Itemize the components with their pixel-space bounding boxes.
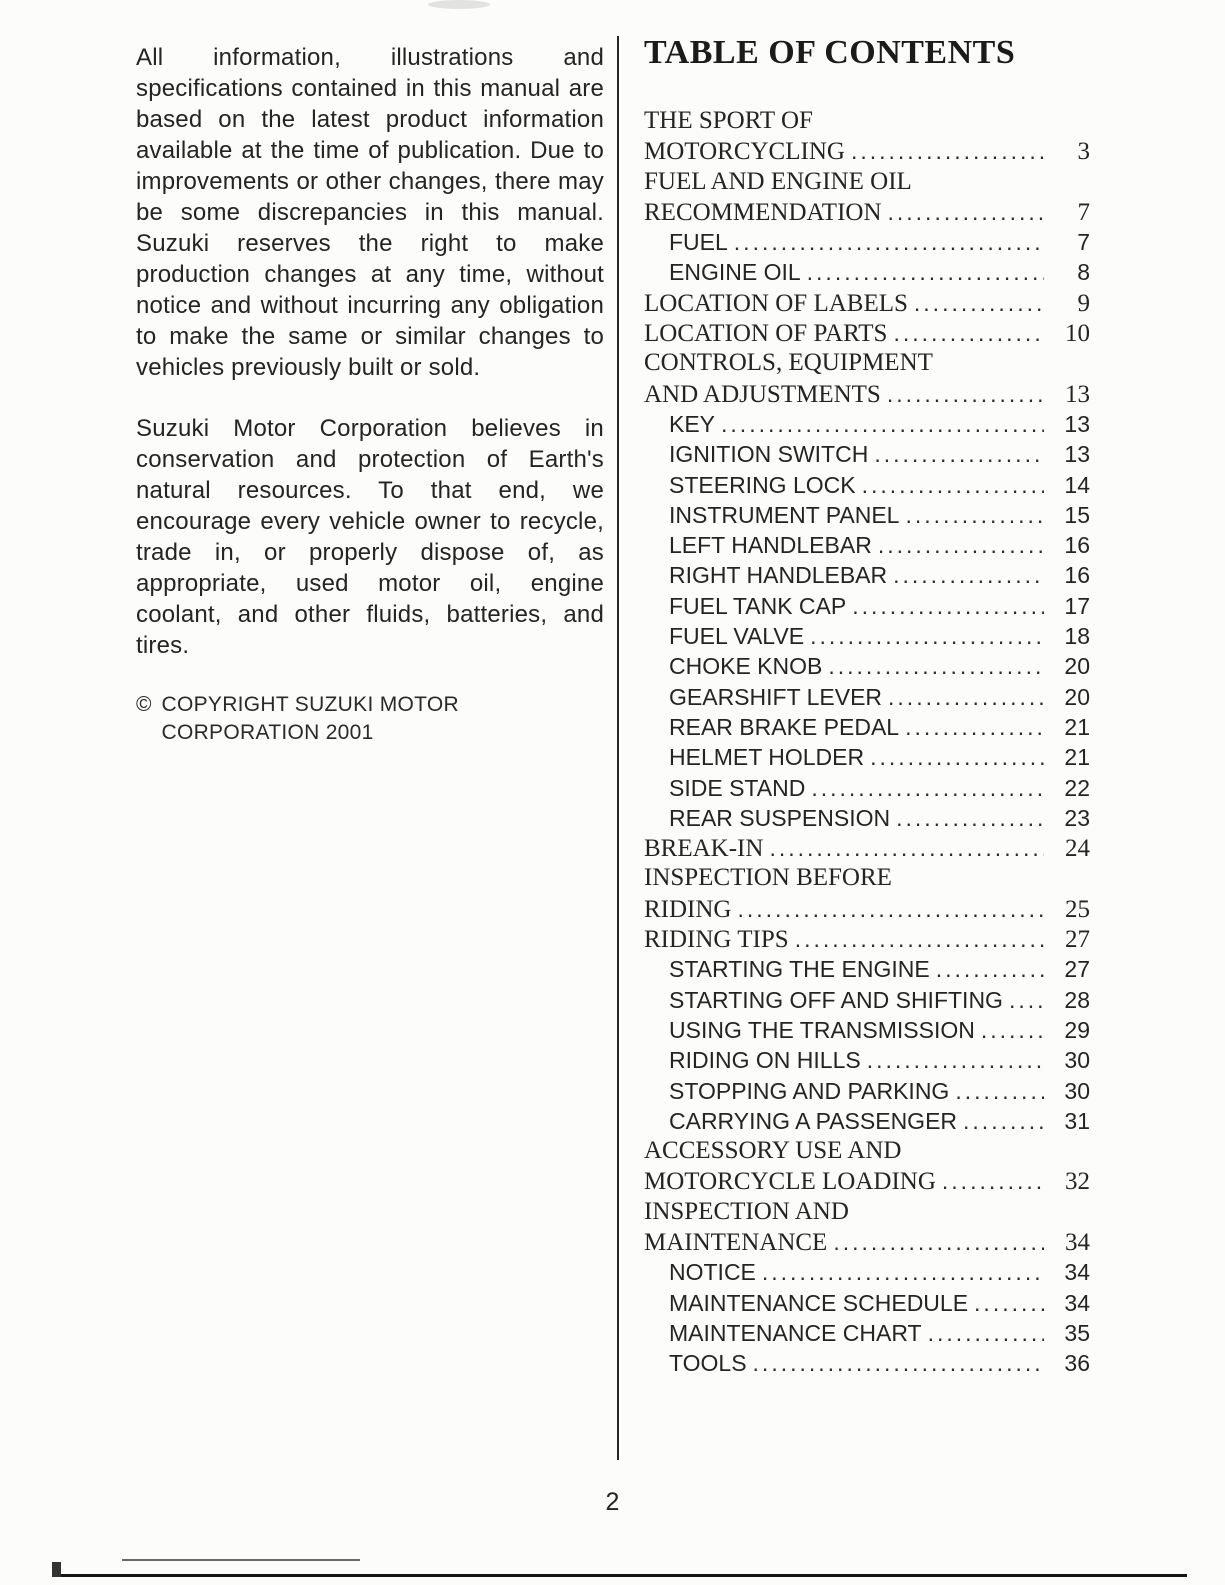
toc-dot-leader	[981, 1015, 1044, 1045]
toc-entry	[644, 470, 1090, 500]
toc-entry	[644, 682, 1090, 712]
toc-page-number: 14	[1064, 471, 1090, 498]
toc-entry-label: LOCATION OF LABELS	[644, 289, 908, 317]
toc-page-number: 34	[1064, 1259, 1090, 1286]
scan-artifact-line-short	[122, 1559, 360, 1561]
toc-entry	[644, 1045, 1090, 1075]
toc-dot-leader	[870, 742, 1044, 772]
left-column	[136, 42, 604, 747]
toc-entry-label: RIDING	[644, 895, 732, 923]
toc-page-number: 16	[1064, 562, 1090, 589]
toc-entry-label: RIDING TIPS	[644, 926, 789, 954]
toc-entry-label: RIGHT HANDLEBAR	[669, 562, 888, 589]
toc-entry	[644, 1136, 1090, 1166]
toc-entry	[644, 288, 1090, 318]
toc-entry	[644, 560, 1090, 590]
toc-dot-leader	[807, 257, 1044, 287]
toc-dot-leader	[974, 1288, 1044, 1318]
toc-entry	[644, 1318, 1090, 1348]
toc-entry-label: FUEL TANK CAP	[669, 592, 847, 619]
toc-entry-label: CHOKE KNOB	[669, 653, 823, 680]
toc-dot-leader	[734, 227, 1044, 257]
toc-entry	[644, 348, 1090, 378]
toc-dot-leader	[833, 1227, 1044, 1258]
toc-dot-leader	[851, 136, 1044, 167]
toc-list	[644, 106, 1090, 1378]
toc-entry	[644, 863, 1090, 893]
toc-page-number: 25	[1065, 895, 1090, 923]
toc-entry	[644, 1288, 1090, 1318]
toc-entry-label: INSPECTION BEFORE	[644, 864, 892, 892]
toc-entry-label: FUEL AND ENGINE OIL	[644, 167, 912, 195]
toc-dot-leader	[811, 773, 1044, 803]
toc-entry-label: ACCESSORY USE AND	[644, 1137, 902, 1165]
toc-entry	[644, 530, 1090, 560]
toc-dot-leader	[874, 439, 1044, 469]
toc-dot-leader	[1009, 985, 1044, 1015]
toc-entry-label: STARTING OFF AND SHIFTING	[669, 986, 1003, 1013]
toc-page-number: 34	[1064, 1289, 1090, 1316]
toc-entry	[644, 409, 1090, 439]
toc-dot-leader	[810, 621, 1044, 651]
toc-entry	[644, 167, 1090, 197]
toc-entry	[644, 1227, 1090, 1257]
toc-page-number: 18	[1064, 623, 1090, 650]
toc-entry-label: USING THE TRANSMISSION	[669, 1016, 975, 1043]
toc-entry-label: MOTORCYCLING	[644, 138, 845, 166]
toc-entry-label: FUEL	[669, 229, 728, 256]
scan-artifact-line-long	[55, 1574, 1187, 1577]
intro-paragraph: All information, illustrations and specifications contained in this manual are based on the latest product information available at the time of publication. Due to improvements or other changes, there may be some discrepancies in this manual. Suzuki reserves the right to make production changes at any time, without notice and without incurring any obligation to make the same or similar changes to vehicles previously built or sold.	[136, 44, 604, 381]
toc-entry-label: GEARSHIFT LEVER	[669, 683, 883, 710]
page-number: 2	[605, 1488, 620, 1516]
toc-dot-leader	[942, 1166, 1044, 1197]
toc-dot-leader	[888, 682, 1044, 712]
toc-dot-leader	[905, 712, 1044, 742]
toc-dot-leader	[893, 560, 1044, 590]
toc-dot-leader	[795, 924, 1044, 955]
copyright-line-1: COPYRIGHT SUZUKI MOTOR	[161, 693, 459, 716]
toc-entry-label: BREAK-IN	[644, 835, 764, 863]
toc-entry-label: MAINTENANCE	[644, 1228, 828, 1256]
toc-page-number: 30	[1064, 1047, 1090, 1074]
toc-entry	[644, 1166, 1090, 1196]
toc-page-number: 3	[1077, 138, 1090, 166]
toc-entry-label: FUEL VALVE	[669, 623, 805, 650]
toc-entry	[644, 1257, 1090, 1287]
toc-entry	[644, 136, 1090, 166]
toc-entry-label: KEY	[669, 410, 716, 437]
toc-dot-leader	[753, 1348, 1044, 1378]
toc-entry	[644, 651, 1090, 681]
toc-entry	[644, 1348, 1090, 1378]
toc-entry	[644, 197, 1090, 227]
toc-page-number: 31	[1064, 1107, 1090, 1134]
toc-dot-leader	[893, 318, 1044, 349]
toc-page-number: 24	[1065, 835, 1090, 863]
toc-entry	[644, 257, 1090, 287]
toc-entry-label: ENGINE OIL	[669, 259, 801, 286]
toc-entry	[644, 954, 1090, 984]
toc-entry-label: SIDE STAND	[669, 774, 806, 801]
toc-entry-label: REAR SUSPENSION	[669, 804, 891, 831]
toc-entry	[644, 1076, 1090, 1106]
toc-entry-label: LEFT HANDLEBAR	[669, 532, 872, 559]
toc-entry	[644, 742, 1090, 772]
toc-dot-leader	[762, 1257, 1044, 1287]
toc-page-number: 21	[1064, 744, 1090, 771]
toc-entry-label: CONTROLS, EQUIPMENT	[644, 349, 933, 377]
toc-page-number: 7	[1077, 229, 1090, 256]
toc-section	[644, 34, 1090, 1378]
toc-page-number: 9	[1077, 289, 1090, 317]
toc-dot-leader	[914, 288, 1044, 319]
toc-entry-label: CARRYING A PASSENGER	[669, 1107, 958, 1134]
toc-page-number: 20	[1064, 683, 1090, 710]
toc-entry-label: LOCATION OF PARTS	[644, 320, 888, 348]
toc-entry	[644, 773, 1090, 803]
toc-dot-leader	[867, 1045, 1044, 1075]
toc-dot-leader	[905, 500, 1044, 530]
toc-page-number: 27	[1065, 926, 1090, 954]
toc-page-number: 13	[1064, 410, 1090, 437]
toc-dot-leader	[862, 470, 1044, 500]
toc-page-number: 7	[1077, 198, 1090, 226]
toc-entry-label: TOOLS	[669, 1350, 747, 1377]
copyright-text	[161, 691, 459, 747]
toc-entry-label: IGNITION SWITCH	[669, 441, 869, 468]
toc-page-number: 17	[1064, 592, 1090, 619]
toc-entry	[644, 621, 1090, 651]
toc-dot-leader	[738, 894, 1045, 925]
toc-dot-leader	[896, 803, 1044, 833]
toc-page-number: 10	[1065, 320, 1090, 348]
toc-page-number: 36	[1064, 1350, 1090, 1377]
toc-entry	[644, 1015, 1090, 1045]
toc-page-number: 29	[1064, 1016, 1090, 1043]
toc-entry	[644, 1106, 1090, 1136]
toc-page-number: 22	[1064, 774, 1090, 801]
toc-page-number: 21	[1064, 713, 1090, 740]
toc-dot-leader	[769, 833, 1044, 864]
toc-entry	[644, 500, 1090, 530]
toc-entry-label: STARTING THE ENGINE	[669, 956, 930, 983]
toc-entry	[644, 1197, 1090, 1227]
toc-dot-leader	[955, 1076, 1044, 1106]
toc-entry-label: NOTICE	[669, 1259, 756, 1286]
toc-dot-leader	[828, 651, 1044, 681]
toc-entry-label: RECOMMENDATION	[644, 198, 882, 226]
toc-entry-label: THE SPORT OF	[644, 107, 813, 134]
toc-title: TABLE OF CONTENTS	[644, 34, 1016, 71]
toc-entry-label: REAR BRAKE PEDAL	[669, 713, 900, 740]
toc-entry-label: STOPPING AND PARKING	[669, 1077, 950, 1104]
toc-entry	[644, 894, 1090, 924]
toc-entry-label: INSPECTION AND	[644, 1197, 849, 1225]
toc-page-number: 13	[1064, 441, 1090, 468]
toc-page-number: 32	[1065, 1168, 1090, 1196]
toc-entry-label: HELMET HOLDER	[669, 744, 865, 771]
toc-dot-leader	[963, 1106, 1044, 1136]
toc-page-number: 34	[1065, 1228, 1090, 1256]
conservation-paragraph: Suzuki Motor Corporation believes in conservation and protection of Earth's natural resources. To that end, we encourage every vehicle owner to recycle, trade in, or properly dispose of, as appropriate, used motor oil, engine coolant, and other fluids, batteries, and tires.	[136, 415, 604, 659]
toc-page-number: 13	[1065, 380, 1090, 408]
copyright-notice	[136, 691, 604, 747]
toc-entry-label: INSTRUMENT PANEL	[669, 501, 900, 528]
toc-page-number: 20	[1064, 653, 1090, 680]
scan-smudge-artifact	[428, 0, 490, 9]
column-divider	[617, 36, 619, 1460]
toc-entry-label: MAINTENANCE CHART	[669, 1319, 922, 1346]
toc-dot-leader	[852, 591, 1044, 621]
toc-entry-label: STEERING LOCK	[669, 471, 856, 498]
toc-page-number: 8	[1077, 259, 1090, 286]
toc-entry	[644, 985, 1090, 1015]
toc-entry-label: MOTORCYCLE LOADING	[644, 1168, 936, 1196]
toc-entry-label: RIDING ON HILLS	[669, 1047, 861, 1074]
toc-entry	[644, 591, 1090, 621]
toc-entry	[644, 227, 1090, 257]
toc-page-number: 23	[1064, 804, 1090, 831]
toc-entry	[644, 712, 1090, 742]
toc-entry	[644, 803, 1090, 833]
toc-dot-leader	[936, 954, 1044, 984]
toc-page-number: 30	[1064, 1077, 1090, 1104]
toc-dot-leader	[887, 379, 1044, 410]
toc-dot-leader	[928, 1318, 1044, 1348]
toc-page-number: 28	[1064, 986, 1090, 1013]
toc-dot-leader	[878, 530, 1044, 560]
toc-entry	[644, 379, 1090, 409]
scan-artifact-mark	[52, 1562, 61, 1577]
toc-entry	[644, 106, 1090, 136]
toc-entry	[644, 318, 1090, 348]
toc-entry	[644, 439, 1090, 469]
toc-dot-leader	[888, 197, 1045, 228]
toc-page-number: 27	[1064, 956, 1090, 983]
toc-page-number: 35	[1064, 1319, 1090, 1346]
toc-page-number: 15	[1064, 501, 1090, 528]
toc-entry	[644, 833, 1090, 863]
toc-entry	[644, 924, 1090, 954]
toc-dot-leader	[721, 409, 1044, 439]
toc-entry-label: MAINTENANCE SCHEDULE	[669, 1289, 969, 1316]
copyright-symbol-icon: ©	[136, 693, 152, 716]
copyright-line-2: CORPORATION 2001	[161, 721, 374, 744]
toc-page-number: 16	[1064, 532, 1090, 559]
toc-entry-label: AND ADJUSTMENTS	[644, 380, 881, 408]
